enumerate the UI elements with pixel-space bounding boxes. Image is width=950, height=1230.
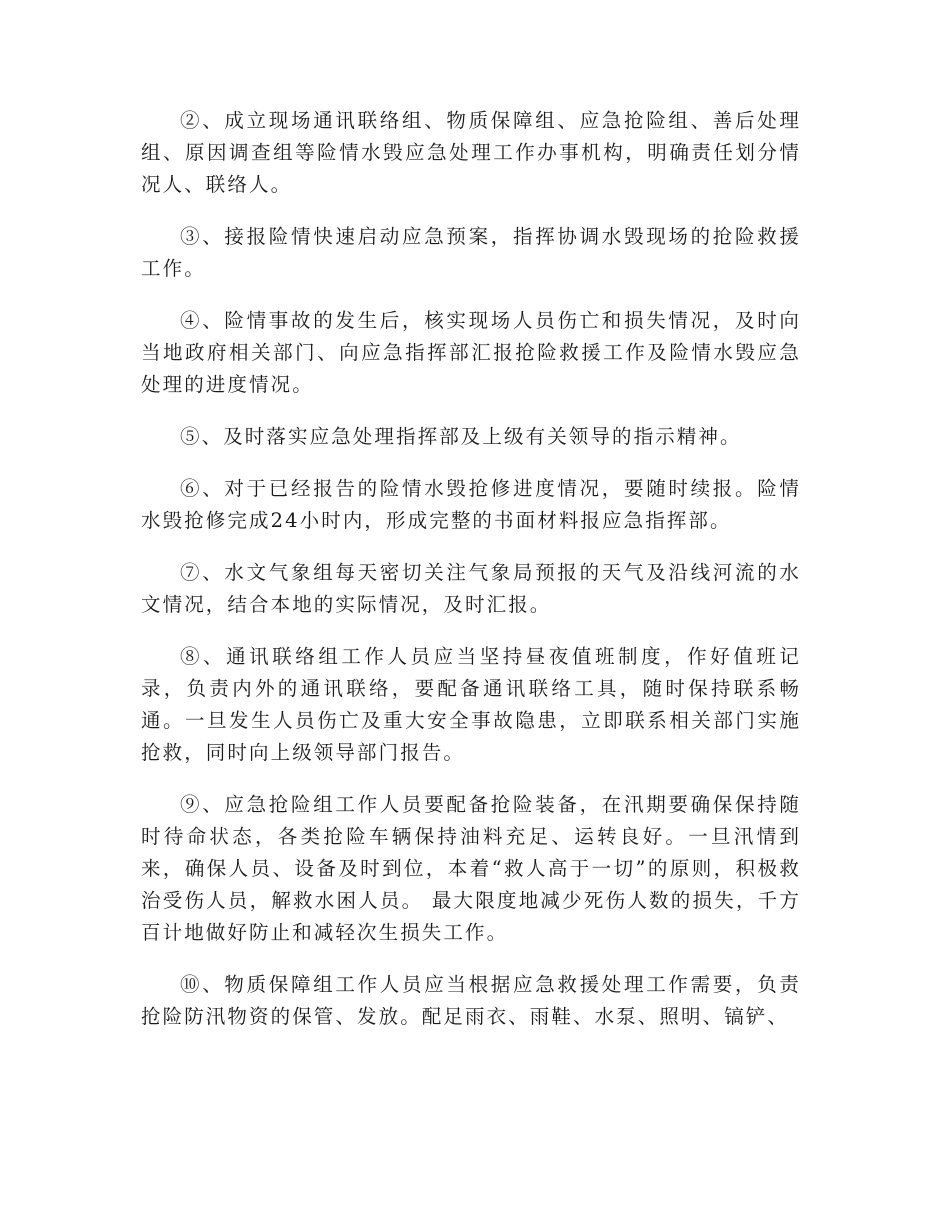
document-body — [141, 105, 801, 1053]
paragraph-item-3: ③、接报险情快速启动应急预案，指挥协调水毁现场的抢险救援工作。 — [141, 225, 801, 280]
paragraph-item-4: ④、险情事故的发生后，核实现场人员伤亡和损失情况，及时向当地政府相关部门、向应急指挥部汇报抢险救援工作及险情水毁应急处理的进度情况。 — [141, 309, 801, 396]
paragraph-item-8: ⑧、通讯联络组工作人员应当坚持昼夜值班制度，作好值班记录，负责内外的通讯联络，要配备通讯联络工具，随时保持联系畅通。一旦发生人员伤亡及重大安全事故隐患，立即联系相关部门实施抢救，同时向上级领导部门报告。 — [141, 645, 801, 764]
paragraph-item-10: ⑩、物质保障组工作人员应当根据应急救援处理工作需要，负责抢险防汛物资的保管、发放。配足雨衣、雨鞋、水泵、照明、镐铲、 — [141, 973, 801, 1028]
paragraph-item-7: ⑦、水文气象组每天密切关注气象局预报的天气及沿线河流的水文情况，结合本地的实际情况，及时汇报。 — [141, 561, 801, 616]
paragraph-item-6: ⑥、对于已经报告的险情水毁抢修进度情况，要随时续报。险情水毁抢修完成24小时内，形成完整的书面材料报应急指挥部。 — [141, 477, 801, 532]
paragraph-item-2: ②、成立现场通讯联络组、物质保障组、应急抢险组、善后处理组、原因调查组等险情水毁应急处理工作办事机构，明确责任划分情况人、联络人。 — [141, 109, 801, 196]
paragraph-item-5: ⑤、及时落实应急处理指挥部及上级有关领导的指示精神。 — [180, 425, 742, 448]
paragraph-item-9: ⑨、应急抢险组工作人员要配备抢险装备，在汛期要确保保持随时待命状态，各类抢险车辆保持油料充足、运转良好。一旦汛情到来，确保人员、设备及时到位，本着“救人高于一切”的原则，积极救治受伤人员，解救水困人员。 最大限度地减少死伤人数的损失，千方百计地做好防止和减轻次生损失工作。 — [141, 793, 801, 944]
